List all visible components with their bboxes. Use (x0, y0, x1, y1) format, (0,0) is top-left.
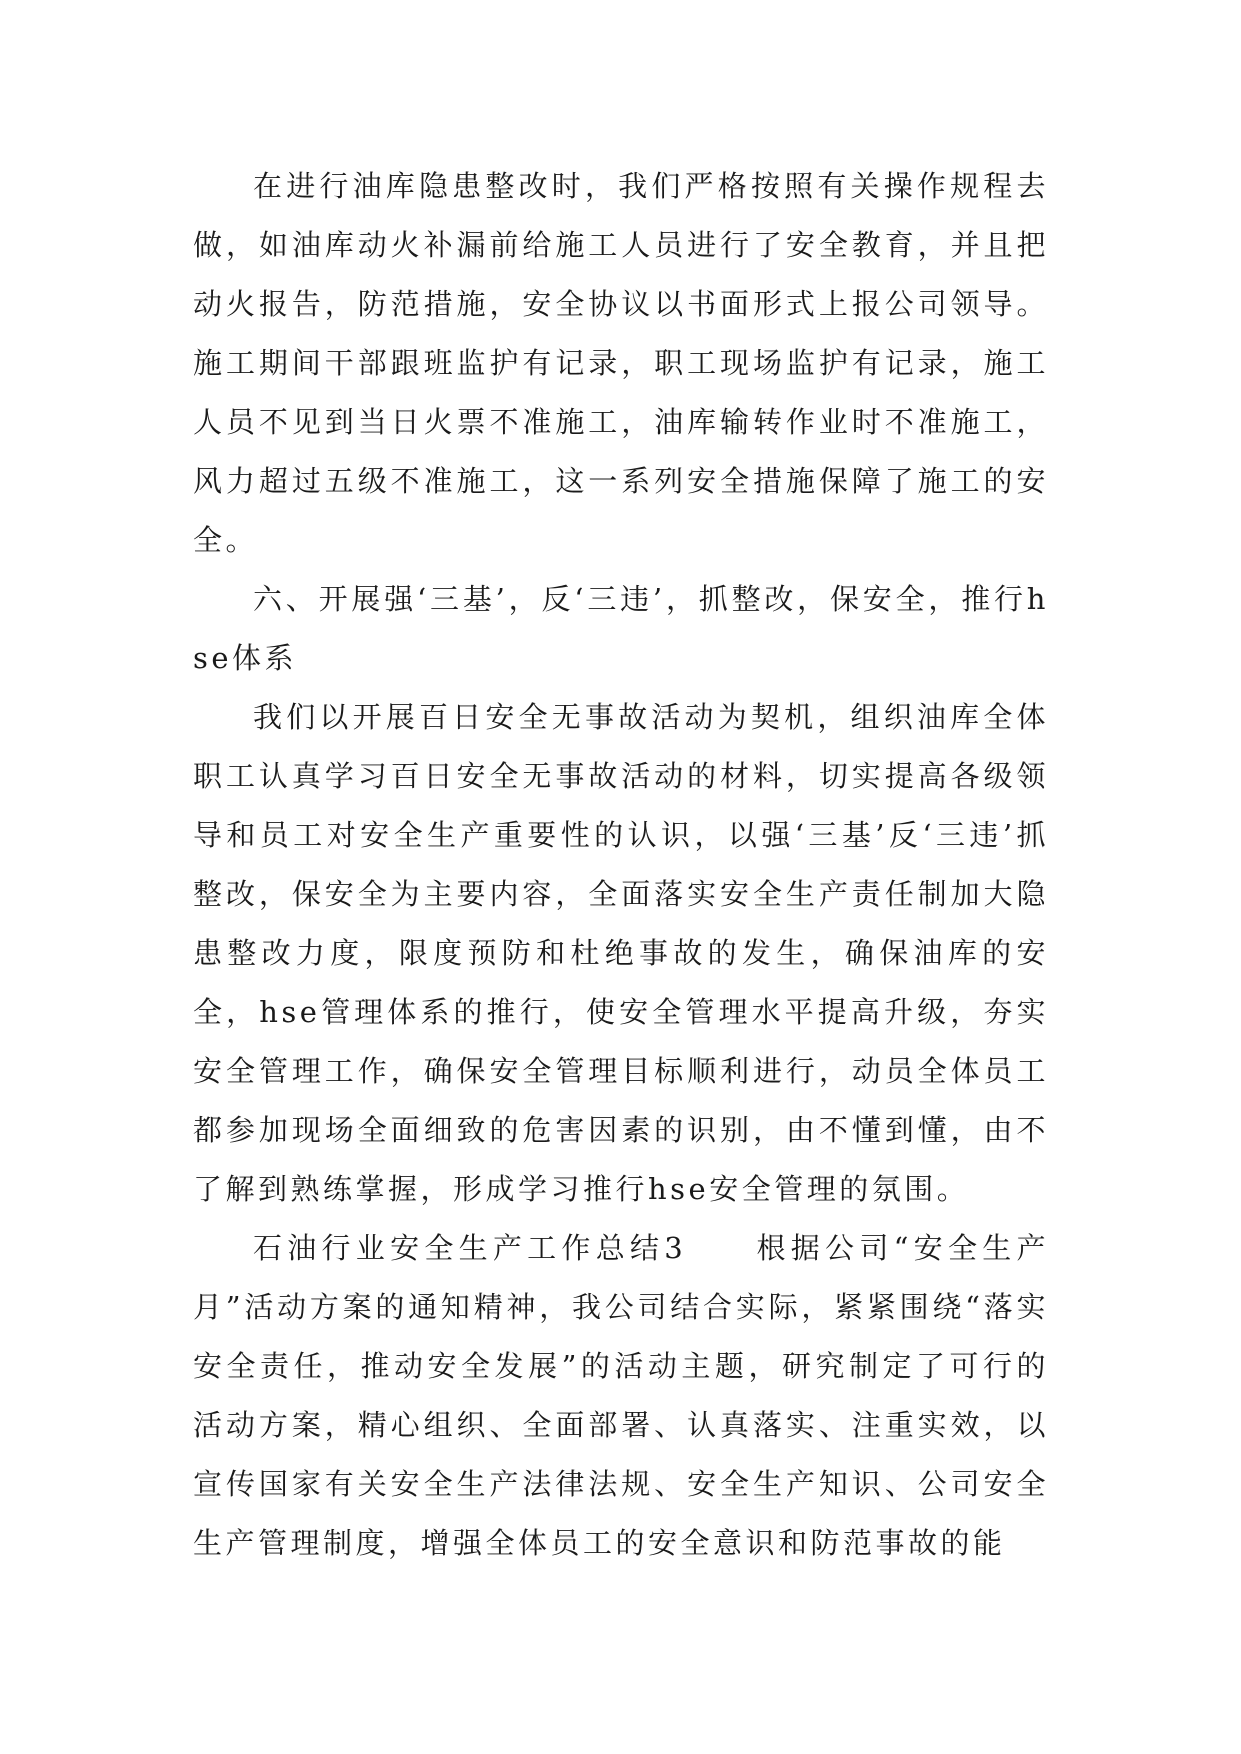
paragraph-summary-3: 石油行业安全生产工作总结3 根据公司“安全生产月”活动方案的通知精神，我公司结合实际，紧紧围绕“落实安全责任，推动安全发展”的活动主题，研究制定了可行的活动方案，精心组织、全面部署、认真落实、注重实效，以宣传国家有关安全生产法律法规、安全生产知识、公司安全生产管理制度，增强全体员工的安全意识和防范事故的能 (193, 1231, 1049, 1560)
document-page (193, 157, 1049, 1573)
paragraph-oil-depot-rectification: 在进行油库隐患整改时，我们严格按照有关操作规程去做，如油库动火补漏前给施工人员进行了安全教育，并且把动火报告，防范措施，安全协议以书面形式上报公司领导。施工期间干部跟班监护有记录，职工现场监护有记录，施工人员不见到当日火票不准施工，油库输转作业时不准施工，风力超过五级不准施工，这一系列安全措施保障了施工的安全。 (193, 169, 1049, 557)
section-heading-six: 六、开展强‘三基’，反‘三违’，抓整改，保安全，推行hse体系 (193, 582, 1049, 675)
paragraph-hundred-days-safety: 我们以开展百日安全无事故活动为契机，组织油库全体职工认真学习百日安全无事故活动的材料，切实提高各级领导和员工对安全生产重要性的认识，以强‘三基’反‘三违’抓整改，保安全为主要内容，全面落实安全生产责任制加大隐患整改力度，限度预防和杜绝事故的发生，确保油库的安全，hse管理体系的推行，使安全管理水平提高升级，夯实安全管理工作，确保安全管理目标顺利进行，动员全体员工都参加现场全面细致的危害因素的识别，由不懂到懂，由不了解到熟练掌握，形成学习推行hse安全管理的氛围。 (193, 700, 1049, 1206)
